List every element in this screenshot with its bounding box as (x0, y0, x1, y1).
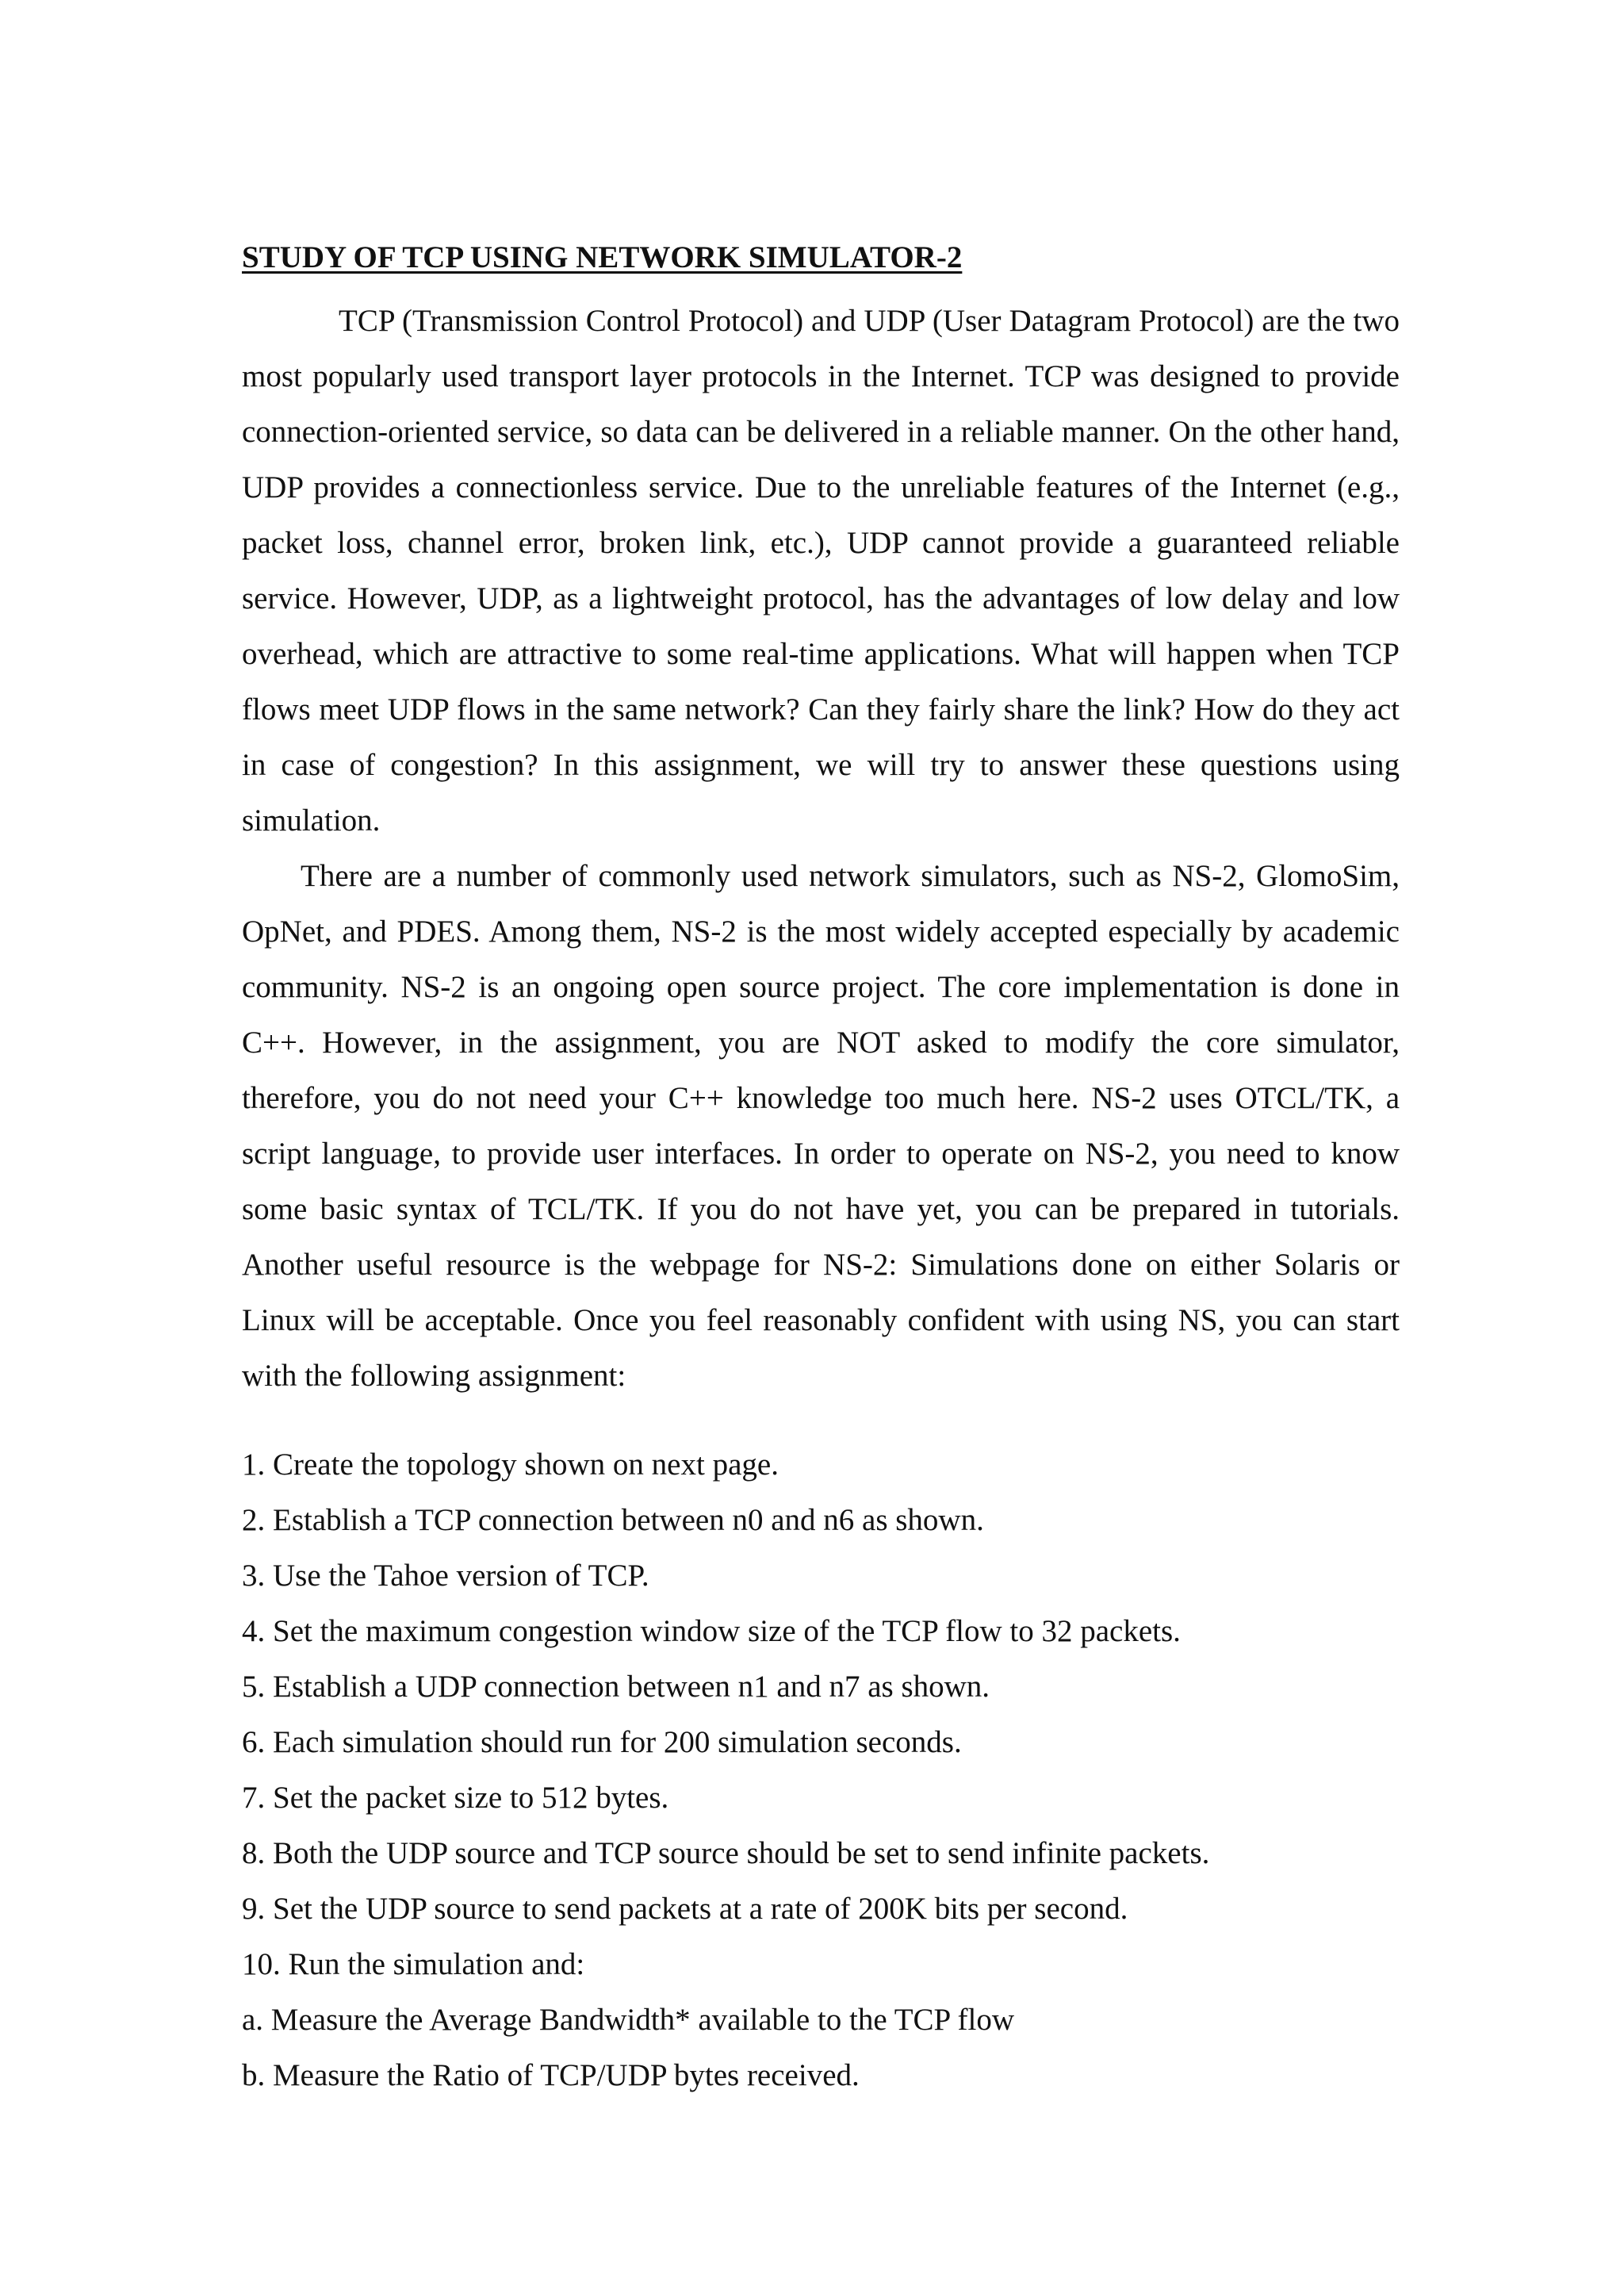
simulator-paragraph: There are a number of commonly used network simulators, such as NS-2, GlomoSim, OpNet, and PDES. Among them, NS-2 is the most widely accepted especially by academic community. NS-2 is an ongoing open source project. The core implementation is done in C++. However, in the assignment, you are NOT asked to modify the core simulator, therefore, you do not need your C++ knowledge too much here. NS-2 uses OTCL/TK, a script language, to provide user interfaces. In order to operate on NS-2, you need to know some basic syntax of TCL/TK. If you do not have yet, you can be prepared in tutorials. Another useful resource is the webpage for NS-2: Simulations done on either Solaris or Linux will be acceptable. Once you feel reasonably confident with using NS, you can start with the following assignment: (242, 859, 1400, 1393)
list-item: 3. Use the Tahoe version of TCP. (242, 1559, 649, 1593)
list-item: 2. Establish a TCP connection between n0 and n6 as shown. (242, 1503, 984, 1537)
intro-paragraph: TCP (Transmission Control Protocol) and UDP (User Datagram Protocol) are the two most popularly used transport layer protocols in the Internet. TCP was designed to provide connection-oriented service, so data can be delivered in a reliable manner. On the other hand, UDP provides a connectionless service. Due to the unreliable features of the Internet (e.g., packet loss, channel error, broken link, etc.), UDP cannot provide a guaranteed reliable service. However, UDP, as a lightweight protocol, has the advantages of low delay and low overhead, which are attractive to some real-time applications. What will happen when TCP flows meet UDP flows in the same network? Can they fairly share the link? How do they act in case of congestion? In this assignment, we will try to answer these questions using simulation. (242, 304, 1400, 838)
list-item: 9. Set the UDP source to send packets at a rate of 200K bits per second. (242, 1892, 1128, 1926)
list-item: 1. Create the topology shown on next page. (242, 1448, 779, 1482)
list-item: 8. Both the UDP source and TCP source should be set to send infinite packets. (242, 1836, 1210, 1870)
list-item: 7. Set the packet size to 512 bytes. (242, 1781, 669, 1815)
list-item: b. Measure the Ratio of TCP/UDP bytes received. (242, 2058, 860, 2092)
list-item: 5. Establish a UDP connection between n1 and n7 as shown. (242, 1670, 990, 1704)
list-item: 4. Set the maximum congestion window size of the TCP flow to 32 packets. (242, 1614, 1181, 1648)
list-item: 10. Run the simulation and: (242, 1947, 585, 1981)
list-item: a. Measure the Average Bandwidth* available to the TCP flow (242, 2003, 1015, 2037)
assignment-steps-list (242, 1437, 1400, 2103)
list-item: 6. Each simulation should run for 200 simulation seconds. (242, 1725, 962, 1759)
document-page (242, 230, 1400, 2103)
document-title: STUDY OF TCP USING NETWORK SIMULATOR-2 (242, 240, 963, 274)
